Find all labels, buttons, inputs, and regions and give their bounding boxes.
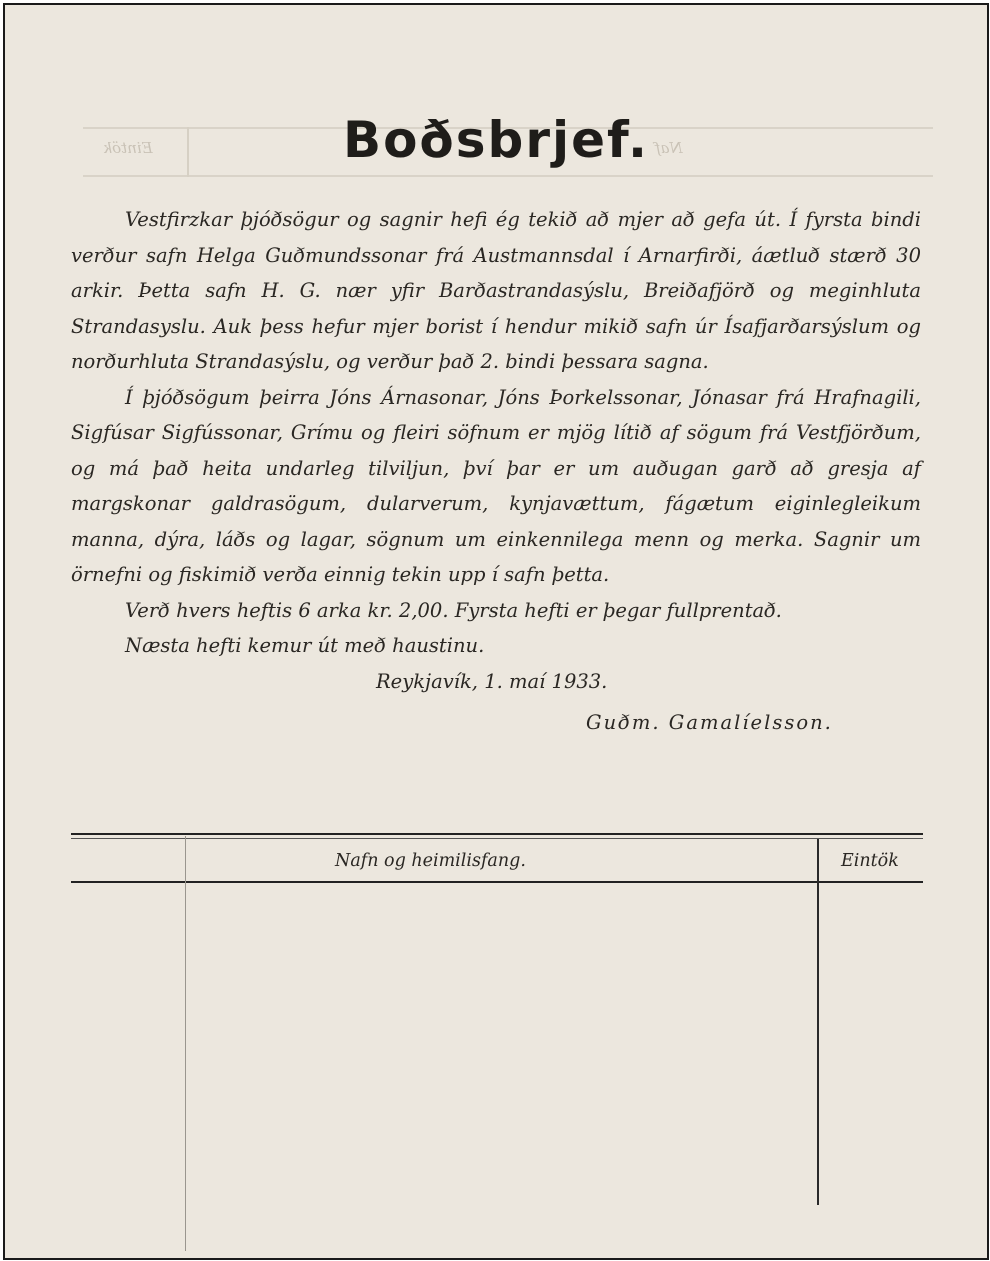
table-column-divider	[817, 839, 819, 1205]
signature: Guðm. Gamalíelsson.	[586, 711, 833, 734]
paragraph-price: Verð hvers heftis 6 arka kr. 2,00. Fyrsta hefti er þegar fullprentað.	[125, 598, 782, 622]
subscription-letter-page	[3, 3, 989, 1260]
table-header-name: Nafn og heimilisfang.	[335, 851, 526, 871]
table-top-rule-thin	[71, 838, 923, 839]
place-date: Reykjavík, 1. maí 1933.	[376, 669, 608, 693]
paragraph-1: Vestfirzkar þjóðsögur og sagnir hefi ég tekið að mjer að gefa út. Í fyrsta bindi verður safn Helga Guðmundssonar frá Austmannsdal í Arnarfirði, áætluð stærð 30 arkir. Þetta safn H. G. nær yfir Barðastrandasýslu, Breiðafjörð og meginhluta Strandasyslu. Auk þess hefur mjer borist í hendur mikið safn úr Ísafjarðarsýslum og norðurhluta Strandasýslu, og verður það 2. bindi þessara sagna.	[71, 208, 921, 373]
show-through-text: Eintök	[103, 139, 153, 157]
paragraph-next-issue: Næsta hefti kemur út með haustinu.	[125, 634, 485, 657]
letter-body	[71, 202, 921, 741]
table-header-rule	[71, 881, 923, 883]
table-header-copies: Eintök	[841, 851, 899, 871]
show-through-text: Naf	[655, 139, 683, 157]
table-left-column-line	[185, 836, 186, 1251]
show-through-line	[83, 175, 933, 177]
paragraph-2: Í þjóðsögum þeirra Jóns Árnasonar, Jóns Þorkelssonar, Jónasar frá Hrafnagili, Sigfúsar Sigfússonar, Grímu og fleiri söfnum er mjög lítið af sögum frá Vestfjörðum, og má það heita undarleg tilviljun, því þar er um auðugan garð að gresja af margskonar galdrasögum, dularverum, kynjavættum, fágætum eiginlegleikum manna, dýra, láðs og lagar, sögnum um einkennilega menn og merka. Sagnir um örnefni og fiskimið verða einnig tekin upp í safn þetta.	[71, 385, 921, 586]
table-top-rule	[71, 833, 923, 835]
document-title: Boðsbrjef.	[342, 111, 650, 169]
